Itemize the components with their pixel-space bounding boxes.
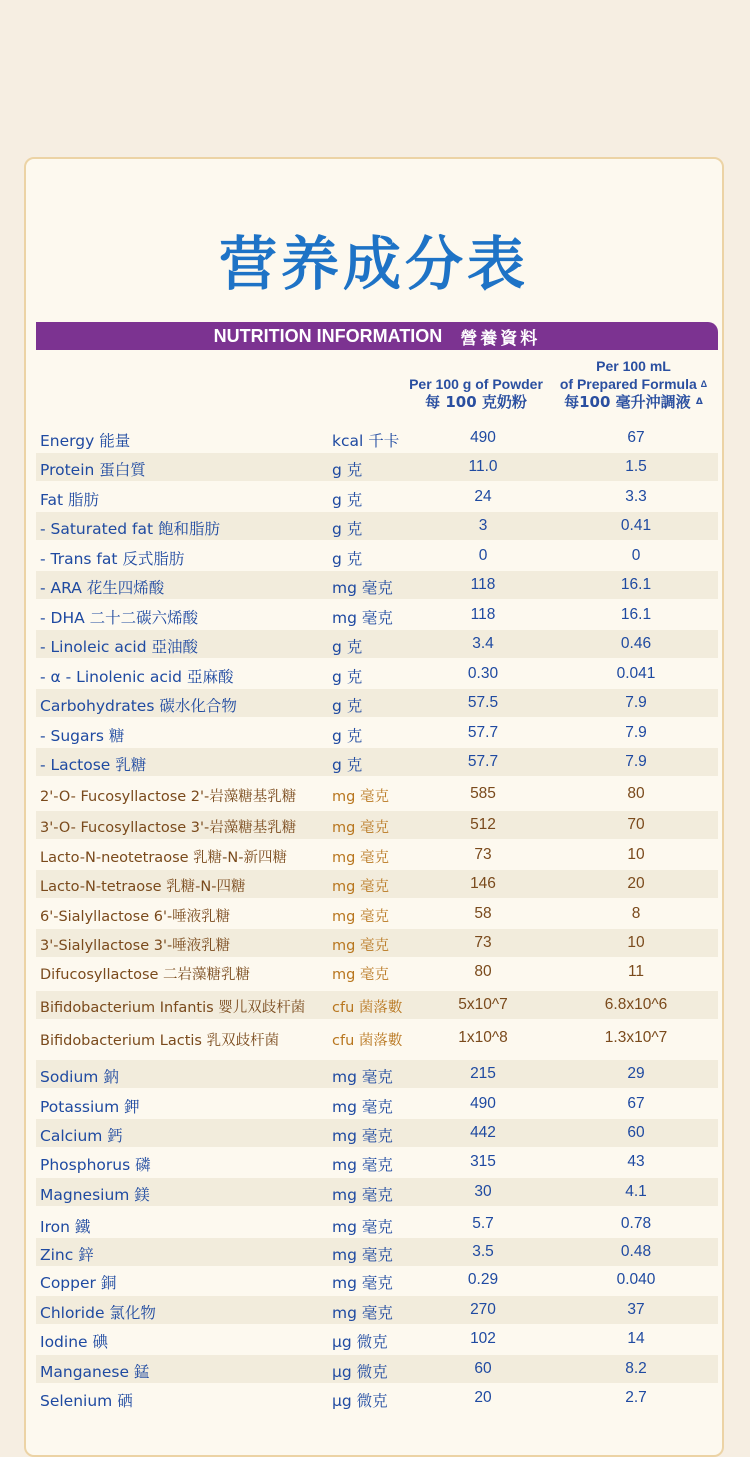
value-per-100ml: 0.041 (616, 665, 656, 682)
value-per-100g: 0.29 (467, 1271, 499, 1288)
value-per-100g: 512 (470, 816, 496, 833)
nutrient-name: Difucosyllactose 二岩藻糖乳糖 (40, 967, 251, 983)
value-per-100ml: 20 (627, 875, 645, 892)
table-row (36, 841, 718, 869)
table-row (36, 1238, 718, 1266)
value-per-100g: 118 (470, 576, 496, 593)
nutrient-unit: mg 毫克 (332, 1186, 393, 1204)
nutrient-name: 3'-Sialyllactose 3'-唾液乳糖 (40, 938, 231, 954)
value-per-100ml: 0.78 (620, 1215, 652, 1232)
table-row (36, 958, 718, 986)
nutrient-unit: mg 毫克 (332, 1068, 393, 1086)
value-per-100ml: 7.9 (625, 694, 647, 711)
value-per-100g: 215 (470, 1065, 496, 1082)
nutrient-unit: g 克 (332, 491, 363, 509)
value-per-100g: 57.5 (467, 694, 499, 711)
value-per-100ml: 1.5 (625, 458, 647, 475)
nutrient-name: Energy 能量 (40, 432, 131, 450)
value-per-100g: 585 (470, 785, 496, 802)
nutrient-name: Fat 脂肪 (40, 491, 99, 509)
table-row (36, 811, 718, 839)
value-per-100g: 57.7 (467, 753, 499, 770)
nutrient-name: Bifidobacterium Infantis 婴儿双歧杆菌 (40, 1000, 306, 1016)
nutrient-unit: mg 毫克 (332, 850, 389, 866)
nutrient-unit: mg 毫克 (332, 579, 393, 597)
nutrient-unit: g 克 (332, 756, 363, 774)
nutrient-unit: mg 毫克 (332, 609, 393, 627)
nutrient-name: Chloride 氯化物 (40, 1304, 156, 1322)
value-per-100g: 490 (470, 429, 496, 446)
nutrient-unit: mg 毫克 (332, 938, 389, 954)
nutrient-unit: mg 毫克 (332, 1218, 393, 1236)
nutrient-name: Selenium 硒 (40, 1392, 133, 1410)
nutrient-unit: mg 毫克 (332, 967, 389, 983)
formula-header-cn: 每100 毫升沖調液 (564, 393, 691, 411)
nutrient-unit: mg 毫克 (332, 1274, 393, 1292)
table-row (36, 929, 718, 957)
table-row (36, 1325, 718, 1353)
value-per-100g: 0.30 (467, 665, 499, 682)
value-per-100g: 80 (474, 963, 492, 980)
table-row (36, 991, 718, 1019)
table-row (36, 1060, 718, 1088)
table-row (36, 1024, 718, 1052)
nutrient-name: - Lactose 乳糖 (40, 756, 147, 774)
nutrient-unit: mg 毫克 (332, 1098, 393, 1116)
value-per-100g: 490 (470, 1095, 496, 1112)
value-per-100ml: 14 (627, 1330, 645, 1347)
nutrient-name: Protein 蛋白質 (40, 461, 146, 479)
value-per-100ml: 1.3x10^7 (604, 1029, 668, 1046)
value-per-100g: 24 (474, 488, 492, 505)
nutrient-name: - Sugars 糖 (40, 727, 125, 745)
nutrient-name: - DHA 二十二碳六烯酸 (40, 609, 199, 627)
value-per-100g: 118 (470, 606, 496, 623)
nutrient-name: - α - Linolenic acid 亞麻酸 (40, 668, 234, 686)
value-per-100ml: 67 (627, 429, 645, 446)
nutrient-unit: cfu 菌落數 (332, 1033, 403, 1049)
nutrient-unit: mg 毫克 (332, 789, 389, 805)
nutrient-name: Carbohydrates 碳水化合物 (40, 697, 237, 715)
table-row (36, 870, 718, 898)
value-per-100g: 3.5 (472, 1243, 494, 1260)
table-row (36, 1178, 718, 1206)
nutrient-unit: cfu 菌落數 (332, 1000, 403, 1016)
nutrient-unit: mg 毫克 (332, 820, 389, 836)
nutrient-unit: mg 毫克 (332, 879, 389, 895)
nutrition-card (24, 157, 724, 1457)
nutrient-name: 3'-O- Fucosyllactose 3'-岩藻糖基乳糖 (40, 820, 297, 836)
powder-header-cn: 每 100 克奶粉 (425, 393, 527, 411)
table-row (36, 1384, 718, 1412)
table-row (36, 900, 718, 928)
table-row (36, 601, 718, 629)
value-per-100ml: 0.040 (616, 1271, 656, 1288)
nutrient-name: Iron 鐵 (40, 1218, 91, 1236)
value-per-100g: 57.7 (467, 724, 499, 741)
band-title-en: NUTRITION INFORMATION (213, 325, 443, 346)
nutrient-unit: kcal 千卡 (332, 432, 400, 450)
nutrient-unit: g 克 (332, 668, 363, 686)
value-per-100ml: 8 (631, 905, 641, 922)
nutrient-name: Potassium 鉀 (40, 1098, 140, 1116)
value-per-100ml: 67 (627, 1095, 645, 1112)
value-per-100ml: 80 (627, 785, 645, 802)
delta-mark: Δ (700, 379, 708, 389)
value-per-100g: 1x10^8 (458, 1029, 508, 1046)
table-row (36, 1119, 718, 1147)
table-row (36, 1148, 718, 1176)
value-per-100ml: 16.1 (620, 606, 652, 623)
nutrient-unit: g 克 (332, 461, 363, 479)
table-row (36, 1210, 718, 1238)
nutrient-name: Magnesium 鎂 (40, 1186, 150, 1204)
table-row (36, 1090, 718, 1118)
value-per-100ml: 8.2 (625, 1360, 647, 1377)
nutrient-name: Calcium 鈣 (40, 1127, 123, 1145)
nutrient-unit: g 克 (332, 727, 363, 745)
value-per-100ml: 0.48 (620, 1243, 652, 1260)
value-per-100g: 58 (474, 905, 492, 922)
value-per-100ml: 6.8x10^6 (604, 996, 668, 1013)
page-title: 营养成分表 (218, 230, 529, 298)
table-row (36, 453, 718, 481)
band-title-cn: 營養資料 (460, 328, 541, 349)
value-per-100ml: 37 (627, 1301, 645, 1318)
table-row (36, 630, 718, 658)
nutrient-unit: mg 毫克 (332, 909, 389, 925)
value-per-100ml: 10 (627, 934, 645, 951)
value-per-100ml: 16.1 (620, 576, 652, 593)
value-per-100ml: 0 (631, 547, 641, 564)
value-per-100ml: 60 (627, 1124, 645, 1141)
value-per-100g: 442 (470, 1124, 496, 1141)
table-row (36, 780, 718, 808)
table-row (36, 483, 718, 511)
table-row (36, 571, 718, 599)
column-header-formula (556, 357, 711, 411)
table-row (36, 1296, 718, 1324)
delta-mark: Δ (695, 397, 703, 407)
section-header-band (36, 322, 718, 350)
value-per-100ml: 4.1 (625, 1183, 647, 1200)
value-per-100ml: 3.3 (625, 488, 647, 505)
value-per-100g: 20 (474, 1389, 492, 1406)
nutrient-name: Bifidobacterium Lactis 乳双歧杆菌 (40, 1033, 280, 1049)
nutrient-name: Manganese 錳 (40, 1363, 150, 1381)
nutrient-name: Copper 銅 (40, 1274, 117, 1292)
column-header-powder (401, 357, 551, 411)
value-per-100ml: 0.41 (620, 517, 652, 534)
nutrient-name: - Linoleic acid 亞油酸 (40, 638, 198, 656)
table-row (36, 719, 718, 747)
value-per-100g: 60 (474, 1360, 492, 1377)
nutrient-unit: g 克 (332, 697, 363, 715)
value-per-100g: 5.7 (472, 1215, 494, 1232)
table-row (36, 689, 718, 717)
nutrient-name: - Trans fat 反式脂肪 (40, 550, 185, 568)
nutrient-name: Zinc 鋅 (40, 1246, 94, 1264)
value-per-100g: 102 (470, 1330, 496, 1347)
value-per-100g: 5x10^7 (458, 996, 508, 1013)
formula-header-en1: Per 100 mL (596, 358, 671, 374)
value-per-100ml: 2.7 (625, 1389, 647, 1406)
nutrient-unit: g 克 (332, 520, 363, 538)
powder-header-en: Per 100 g of Powder (409, 376, 543, 392)
nutrient-unit: μg 微克 (332, 1363, 388, 1381)
nutrient-name: - ARA 花生四烯酸 (40, 579, 165, 597)
table-row (36, 424, 718, 452)
value-per-100g: 315 (470, 1153, 496, 1170)
value-per-100g: 73 (474, 934, 492, 951)
nutrient-unit: mg 毫克 (332, 1127, 393, 1145)
value-per-100ml: 0.46 (620, 635, 652, 652)
nutrient-unit: g 克 (332, 638, 363, 656)
value-per-100ml: 7.9 (625, 724, 647, 741)
nutrient-name: 2'-O- Fucosyllactose 2'-岩藻糖基乳糖 (40, 789, 297, 805)
table-row (36, 512, 718, 540)
value-per-100g: 30 (474, 1183, 492, 1200)
value-per-100ml: 29 (627, 1065, 645, 1082)
table-row (36, 660, 718, 688)
value-per-100ml: 43 (627, 1153, 645, 1170)
nutrient-unit: μg 微克 (332, 1392, 388, 1410)
nutrient-name: - Saturated fat 飽和脂肪 (40, 520, 220, 538)
value-per-100g: 270 (470, 1301, 496, 1318)
nutrient-unit: mg 毫克 (332, 1156, 393, 1174)
value-per-100g: 3.4 (472, 635, 494, 652)
value-per-100g: 73 (474, 846, 492, 863)
value-per-100g: 0 (478, 547, 488, 564)
nutrient-name: Phosphorus 磷 (40, 1156, 151, 1174)
value-per-100ml: 70 (627, 816, 645, 833)
value-per-100ml: 10 (627, 846, 645, 863)
nutrient-unit: g 克 (332, 550, 363, 568)
table-row (36, 542, 718, 570)
value-per-100ml: 7.9 (625, 753, 647, 770)
table-row (36, 1355, 718, 1383)
table-row (36, 1266, 718, 1294)
nutrient-unit: mg 毫克 (332, 1246, 393, 1264)
value-per-100g: 146 (470, 875, 496, 892)
nutrient-name: Iodine 碘 (40, 1333, 108, 1351)
nutrient-name: Sodium 鈉 (40, 1068, 119, 1086)
formula-header-en2: of Prepared Formula (559, 376, 697, 392)
nutrient-name: Lacto-N-tetraose 乳糖-N-四糖 (40, 879, 246, 895)
nutrient-name: 6'-Sialyllactose 6'-唾液乳糖 (40, 909, 231, 925)
value-per-100g: 11.0 (468, 458, 498, 475)
table-row (36, 748, 718, 776)
nutrient-name: Lacto-N-neotetraose 乳糖-N-新四糖 (40, 850, 287, 866)
nutrient-unit: mg 毫克 (332, 1304, 393, 1322)
value-per-100g: 3 (478, 517, 488, 534)
nutrient-unit: μg 微克 (332, 1333, 388, 1351)
value-per-100ml: 11 (627, 963, 645, 980)
